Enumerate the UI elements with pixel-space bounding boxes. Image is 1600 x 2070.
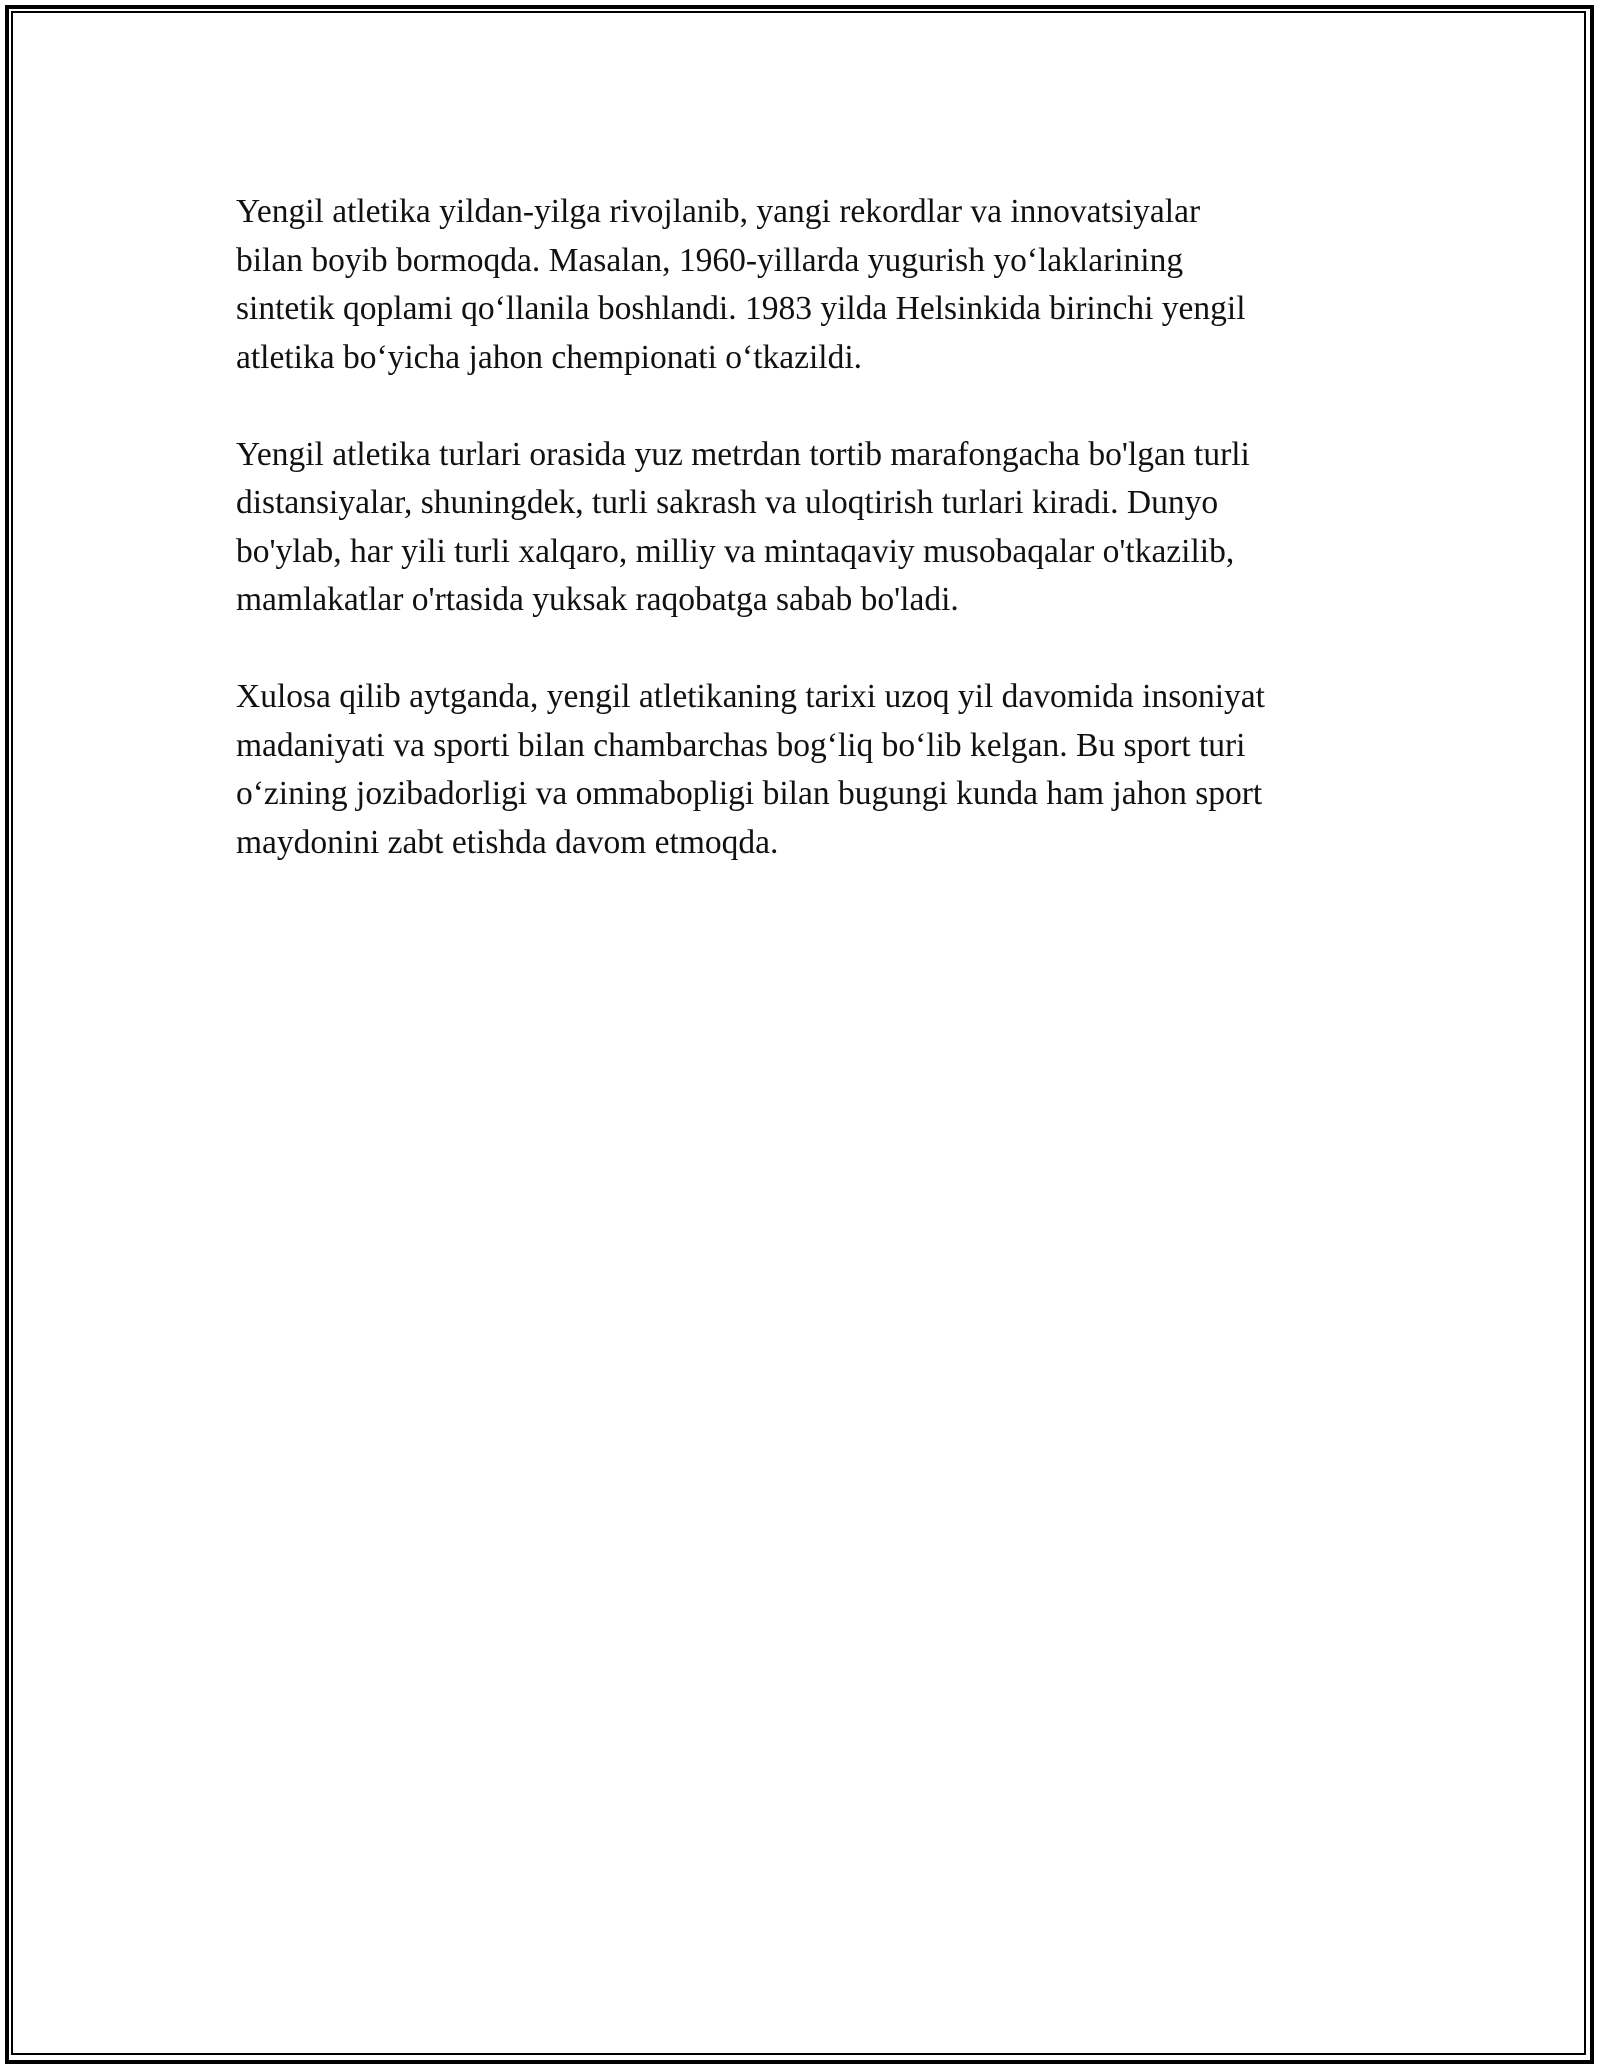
paragraph-2: Yengil atletika turlari orasida yuz metrdan tortib marafongacha bo'lgan turli distansiyalar, shuningdek, turli sakrash va uloqtirish turlari kiradi. Dunyo bo'ylab, har yili turli xalqaro, milliy va mintaqaviy musobaqalar o'tkazilib, mamlakatlar o'rtasida yuksak raqobatga sabab bo'ladi. xyxy=(236,435,1250,618)
paragraph-1: Yengil atletika yildan-yilga rivojlanib, yangi rekordlar va innovatsiyalar bilan boyib bormoqda. Masalan, 1960-yillarda yugurish yo‘laklarining sintetik qoplami qo‘llanila boshlandi. 1983 yilda Helsinkida birinchi yengil atletika bo‘yicha jahon chempionati o‘tkazildi. xyxy=(236,193,1246,376)
document-body xyxy=(236,188,1386,916)
paragraph-3: Xulosa qilib aytganda, yengil atletikaning tarixi uzoq yil davomida insoniyat madaniyati va sporti bilan chambarchas bog‘liq bo‘lib kelgan. Bu sport turi o‘zining jozibadorligi va ommabopligi bilan bugungi kunda ham jahon sport maydonini zabt etishda davom etmoqda. xyxy=(236,678,1265,861)
